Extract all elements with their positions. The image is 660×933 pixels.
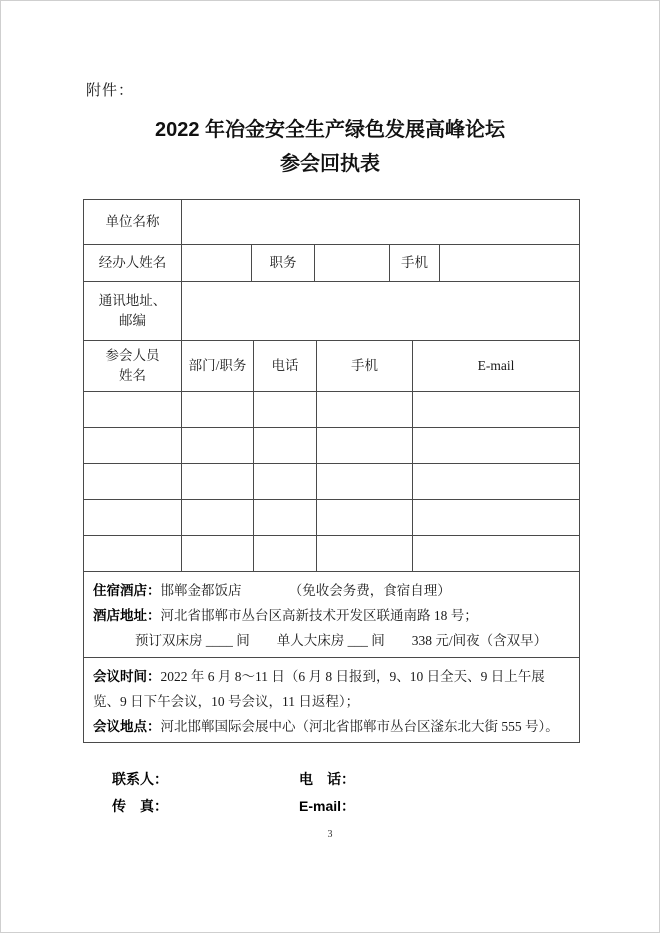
unit-name-row (84, 200, 579, 244)
dept-position-cell[interactable] (181, 428, 253, 463)
hotel-address-text: 河北省邯郸市丛台区高新技术开发区联通南路 18 号； (160, 608, 478, 623)
participant-row (84, 499, 579, 535)
fax-label: 传 真： (112, 797, 168, 814)
phone-field (299, 769, 532, 789)
meeting-info-cell (84, 658, 579, 742)
meeting-place-text: 河北邯郸国际会展中心（河北省邯郸市丛台区滏东北大街 555 号）。 (160, 719, 559, 734)
phone-cell[interactable] (253, 500, 316, 535)
email-field (299, 796, 532, 816)
participant-name-cell[interactable] (84, 536, 181, 571)
meeting-place-label: 会议地点： (93, 719, 161, 734)
participant-row (84, 535, 579, 571)
participant-name-cell[interactable] (84, 392, 181, 427)
phone-cell[interactable] (253, 428, 316, 463)
meeting-time-line (93, 664, 571, 714)
mobile-cell[interactable] (316, 500, 412, 535)
hotel-name-line (93, 578, 571, 603)
meeting-time-text: 2022 年 6 月 8～11 日（6 月 8 日报到，9、10 日全天、9 日上午展览、9 日下午会议，10 号会议，11 日返程）； (93, 669, 545, 709)
email-label: E-mail： (299, 797, 356, 814)
phone-header: 电话 (253, 341, 316, 391)
address-label-line1: 通讯地址、 (98, 292, 167, 308)
agent-name-label: 经办人姓名 (98, 254, 167, 270)
email-header: E-mail (412, 341, 579, 391)
participant-name-cell[interactable] (84, 500, 181, 535)
agent-row (84, 244, 579, 281)
room-booking-line[interactable]: 预订双床房 ____ 间 单人大床房 ___ 间 338 元/间夜（含双早） (135, 633, 548, 648)
mobile-header: 手机 (316, 341, 412, 391)
dept-position-cell[interactable] (181, 464, 253, 499)
meeting-time-label: 会议时间： (93, 669, 161, 684)
meeting-place-line (93, 714, 571, 739)
hotel-info-row (84, 571, 579, 657)
mobile-label: 手机 (389, 245, 439, 281)
hotel-info-cell (84, 572, 579, 657)
mobile-input-cell[interactable] (439, 245, 579, 281)
meeting-info-row (84, 657, 579, 742)
dept-position-cell[interactable] (181, 500, 253, 535)
address-row (84, 281, 579, 340)
mobile-cell[interactable] (316, 464, 412, 499)
participant-row (84, 463, 579, 499)
unit-name-input-cell[interactable] (181, 200, 579, 244)
address-label-line2: 邮编 (119, 313, 146, 328)
email-cell[interactable] (412, 536, 579, 571)
hotel-address-label: 酒店地址： (93, 608, 161, 623)
hotel-address-line (93, 603, 571, 628)
participant-name-cell[interactable] (84, 428, 181, 463)
phone-cell[interactable] (253, 392, 316, 427)
participant-name-header-line2: 姓名 (119, 368, 146, 383)
mobile-cell[interactable] (316, 428, 412, 463)
email-cell[interactable] (412, 464, 579, 499)
participant-row (84, 391, 579, 427)
footer-contacts (112, 765, 532, 819)
email-cell[interactable] (412, 428, 579, 463)
hotel-label: 住宿酒店： (93, 583, 161, 598)
mobile-cell[interactable] (316, 536, 412, 571)
hotel-name-text: 邯郸金都饭店 （免收会务费，食宿自理） (160, 583, 451, 598)
dept-position-cell[interactable] (181, 392, 253, 427)
contact-person-field (112, 769, 299, 789)
email-cell[interactable] (412, 500, 579, 535)
fax-field (112, 796, 299, 816)
position-label: 职务 (251, 245, 314, 281)
dept-position-cell[interactable] (181, 536, 253, 571)
unit-name-label: 单位名称 (105, 213, 160, 229)
form-title: 2022 年冶金安全生产绿色发展高峰论坛 (154, 119, 506, 141)
participant-row (84, 427, 579, 463)
mobile-cell[interactable] (316, 392, 412, 427)
phone-cell[interactable] (253, 536, 316, 571)
contact-person-label: 联系人： (112, 770, 168, 787)
position-input-cell[interactable] (314, 245, 389, 281)
address-label (84, 282, 181, 340)
registration-table (83, 199, 580, 743)
attachment-label: 附件： (86, 83, 135, 99)
participant-name-header (84, 341, 181, 391)
page-number: 3 (327, 829, 333, 840)
form-subtitle: 参会回执表 (280, 153, 380, 175)
participant-name-header-line1: 参会人员 (105, 347, 160, 363)
footer-row-1 (112, 765, 532, 792)
participant-name-cell[interactable] (84, 464, 181, 499)
footer-row-2 (112, 792, 532, 819)
email-cell[interactable] (412, 392, 579, 427)
agent-name-input-cell[interactable] (181, 245, 251, 281)
address-input-cell[interactable] (181, 282, 579, 340)
phone-label: 电 话： (299, 770, 355, 787)
dept-position-header: 部门/职务 (181, 341, 253, 391)
phone-cell[interactable] (253, 464, 316, 499)
participant-header-row (84, 340, 579, 391)
